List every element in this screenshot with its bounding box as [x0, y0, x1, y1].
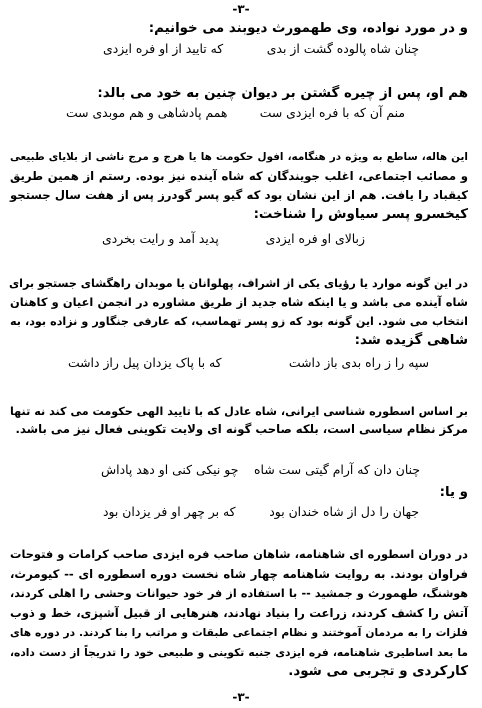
verse-2-right-hemistich: منم آن که با فره ایزدی ست: [259, 105, 405, 120]
verse-2-left-hemistich: همم پادشاهی و هم موبدی ست: [66, 105, 228, 120]
verse-5-right-hemistich: چنان دان که آرام گیتی ست شاه: [254, 462, 420, 477]
paragraph-5-line-2: فراوان بودند. به روایت شاهنامه چهار شاه نخست دوره اسطوره ای -- کیومرث،: [10, 567, 468, 581]
page-number-bottom: -۳-: [232, 690, 250, 704]
verse-5-left-hemistich: چو نیکی کنی او دهد پاداش: [101, 462, 239, 477]
verse-1-left-hemistich: که تایید از او فره ایزدی: [103, 41, 224, 56]
verse-3-left-hemistich: پدید آمد و رایت بخردی: [102, 231, 219, 246]
verse-6-left-hemistich: که بر چهر او فر یزدان بود: [103, 504, 236, 519]
paragraph-2-line-2: و مصائب اجتماعی، اغلب جویندگان که شاه آینده نیز بوده. رستم از همین طریق: [10, 169, 468, 183]
paragraph-2-line-4: کیخسرو پسر سیاوش را شناخت:: [253, 207, 468, 222]
paragraph-5-line-7: کارکردی و تجربی می شود.: [288, 664, 468, 679]
verse-4-left-hemistich: که با پاک یزدان پیل راز داشت: [68, 355, 222, 370]
paragraph-5-line-3: هوشنگ، طهمورث و جمشید -- با استفاده از فر خود حیوانات وحشی را اهلی کردند،: [10, 587, 468, 600]
verse-1-right-hemistich: چنان شاه پالوده گشت از بدی: [266, 41, 419, 56]
paragraph-4-line-2: مرکز نظام سیاسی است، بلکه صاحب گونه ای ولایت تکوینی فعال نیز می باشد.: [15, 422, 468, 436]
paragraph-2-line-3: کیقباد را یافت. هم از این نشان بود که گیو پسر گودرز پس از هفت سال جستجو: [10, 188, 468, 202]
paragraph-5-line-6: ما بعد اساطیری شاهنامه، فره ایزدی جنبه تکوینی و طبیعی خود را تدریجاً از دست داده،: [10, 646, 468, 659]
paragraph-3-line-3: انتخاب می شود. این گونه بود که زو پسر تهماسب، که عارفی جنگاور و نزاده بود، به: [10, 315, 468, 328]
verse-connector: و یا:: [439, 485, 468, 500]
verse-4-right-hemistich: سپه را ز راه بدی باز داشت: [288, 355, 429, 370]
paragraph-5-line-4: آتش را کشف کردند، زراعت را بنیاد نهادند، هنرهایی از قبیل آشپزی، خط و ذوب: [10, 606, 468, 620]
verse-3-right-hemistich: زبالای او فره ایزدی: [265, 231, 365, 246]
intro-line: و در مورد نواده، وی طهمورث دیوبند می خوانیم:: [148, 21, 468, 36]
paragraph-4-line-1: بر اساس اسطوره شناسی ایرانی، شاه عادل که با تایید الهی حکومت می کند نه تنها: [10, 405, 468, 418]
paragraph-2-line-1: این هاله، ساطع به ویژه در هنگامه، افول حکومت ها یا هرج و مرج ناشی از بلایای طبیعی: [10, 151, 468, 163]
paragraph-3-line-4: شاهی گزیده شد:: [354, 333, 468, 348]
paragraph-5-line-1: در دوران اسطوره ای شاهنامه، شاهان صاحب فره ایزدی صاحب کرامات و فتوحات: [10, 547, 468, 561]
page-number-top: -۳-: [232, 2, 250, 16]
paragraph-1-line: هم او، پس از چیره گشتن بر دیوان چنین به خود می بالد:: [97, 86, 468, 101]
paragraph-3-line-2: شاه آینده می باشد و یا اینکه شاه جدید از طریق مشاوره در انجمن اعیان و کاهنان: [10, 295, 468, 309]
verse-6-right-hemistich: جهان را دل از شاه خندان بود: [269, 504, 419, 519]
paragraph-3-line-1: در این گونه موارد یا رؤیای یکی از اشراف، پهلوانان یا موبدان راهگشای جستجو برای: [8, 277, 468, 290]
paragraph-5-line-5: فلزات را به مردمان آموختند و نظام اجتماعی طبقات و مراتب را بنا کردند. در دوره های: [10, 626, 468, 639]
